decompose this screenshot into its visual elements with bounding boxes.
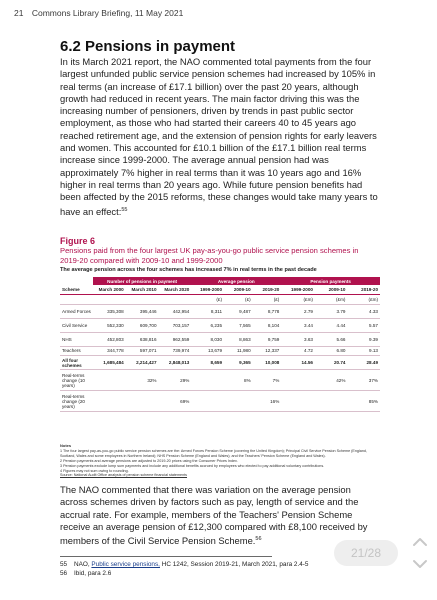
table-cell (191, 370, 224, 391)
table-cell: 8,778 (253, 304, 282, 318)
table-cell (315, 391, 347, 412)
table-cell: 4.44 (315, 318, 347, 332)
footnote-number: 55 (60, 561, 68, 568)
table-cell: 32% (126, 370, 159, 391)
table-cell (126, 391, 159, 412)
figure-notes (60, 444, 370, 478)
table-cell: 9,759 (253, 332, 282, 346)
col-header: 1999-2000 (191, 285, 224, 294)
table-cell: 8% (224, 370, 253, 391)
table-cell: 4.33 (347, 304, 380, 318)
table-cell: 962,559 (159, 332, 192, 346)
group-pension-payments: Pension payments (281, 277, 380, 285)
table-cell: 42% (315, 370, 347, 391)
table-cell: 9,487 (224, 304, 253, 318)
table-cell: 9.13 (347, 346, 380, 356)
table-cell: All four schemes (60, 356, 93, 370)
table-cell: 6.80 (315, 346, 347, 356)
table-cell: Civil Service (60, 318, 93, 332)
note-item: 2 Pension payments and average pensions are adjusted to 2019-20 prices using the Consumer Prices Index. (60, 458, 238, 463)
table-cell: 2,214,427 (126, 356, 159, 370)
table-cell: 9,365 (224, 356, 253, 370)
table-cell: 16% (253, 391, 282, 412)
chevron-down-icon[interactable] (411, 555, 429, 573)
footnote-suffix: HC 1242, Session 2019-21, March 2021, para 2.4-5 (159, 561, 309, 568)
table-cell: 597,071 (126, 346, 159, 356)
table-cell: Real-terms change (10 years) (60, 370, 93, 391)
table-cell: 5.57 (347, 318, 380, 332)
paragraph-text: The NAO commented that there was variation on the average pension across schemes driven by factors such as pay, length of service and the accrual rate. For example, members of the Teachers' Pension Scheme receive an average pension of £12,300 compared with £8,100 received by members of the Civil Service Pension Scheme. (60, 484, 368, 547)
table-cell: 344,778 (93, 346, 126, 356)
figure-title: Pensions paid from the four largest UK pay-as-you-go public service pension schemes in 2019-20 compared with 2009-10 and 1999-2000 (60, 246, 359, 265)
running-header (14, 8, 183, 18)
table-cell: 85% (347, 391, 380, 412)
footnote-prefix: NAO, (74, 561, 92, 568)
table-row (60, 318, 380, 332)
table-cell: 8,863 (224, 332, 253, 346)
table-cell (191, 391, 224, 412)
page-indicator: 21/28 (334, 540, 398, 566)
table-cell (281, 370, 315, 391)
table-cell: 28.49 (347, 356, 380, 370)
col-header: March 2010 (126, 285, 159, 294)
table-cell: 8,659 (191, 356, 224, 370)
table-group-header (60, 277, 380, 285)
table-cell: 442,954 (159, 304, 192, 318)
table-cell: 5.66 (315, 332, 347, 346)
table-cell: Teachers (60, 346, 93, 356)
col-header: 2009-10 (224, 285, 253, 294)
table-cell: 8,030 (191, 332, 224, 346)
table-cell: 14.56 (281, 356, 315, 370)
pensions-table (60, 277, 380, 412)
table-cell: 1,685,484 (93, 356, 126, 370)
footnote-56 (60, 570, 111, 577)
table-cell: 739,974 (159, 346, 192, 356)
notes-heading: Notes (60, 443, 72, 448)
col-header: 1999-2000 (281, 285, 315, 294)
note-item: 1 The four largest pay-as-you-go public service pension schemes are the: Armed Forces Pension Scheme (covering the United Kingdom); Principal Civil Service Pension Scheme (England, Scotland, Wales and some employees in Northern Ireland); NHS Pension Scheme (England and Wales); and the Teachers' Pension Scheme (England and Wales). (60, 448, 367, 458)
table-cell: 7,565 (224, 318, 253, 332)
table-row (60, 304, 380, 318)
table-cell (224, 391, 253, 412)
table-units-row (60, 294, 380, 304)
footnote-ref-56[interactable]: 56 (255, 536, 262, 543)
table-cell: 703,157 (159, 318, 192, 332)
table-row (60, 332, 380, 346)
table-cell: 11,980 (224, 346, 253, 356)
unit-label: (£m) (347, 294, 380, 304)
section-title: 6.2 Pensions in payment (60, 38, 236, 55)
body-paragraph-1 (60, 56, 378, 218)
group-number-of-pensions: Number of pensions in payment (93, 277, 191, 285)
table-cell: 7% (253, 370, 282, 391)
table-row-total (60, 356, 380, 370)
unit-label: (£) (191, 294, 224, 304)
note-item: 3 Pension payments exclude lump sum payments and include any additional benefits accrued by employees who elected to pay additional voluntary contributions. (60, 463, 325, 468)
table-cell: 8,104 (253, 318, 282, 332)
table-cell: 29% (159, 370, 192, 391)
table-cell: 20.74 (315, 356, 347, 370)
footnote-55 (60, 561, 308, 568)
header-page-number: 21 (14, 8, 24, 18)
unit-label: (£) (253, 294, 282, 304)
table-cell: 395,446 (126, 304, 159, 318)
footnote-link-public-service-pensions[interactable]: Public service pensions, (91, 561, 160, 568)
footnote-number: 56 (60, 570, 68, 577)
body-paragraph-2 (60, 484, 378, 548)
table-cell: 37% (347, 370, 380, 391)
table-cell: 2,848,013 (159, 356, 192, 370)
figure-source: Source: National Audit Office analysis of pension scheme financial statements (60, 473, 188, 478)
footnote-ref-55[interactable]: 55 (121, 206, 128, 213)
table-cell: 609,700 (126, 318, 159, 332)
note-item: 4 Figures may not sum owing to rounding. (60, 468, 129, 473)
table-cell: 4.72 (281, 346, 315, 356)
col-header: 2019-20 (253, 285, 282, 294)
table-cell: 8,311 (191, 304, 224, 318)
footnote-divider (60, 556, 272, 557)
table-cell: 335,308 (93, 304, 126, 318)
header-title: Commons Library Briefing, 11 May 2021 (31, 8, 184, 18)
table-cell: 3.79 (315, 304, 347, 318)
col-header: 2009-10 (315, 285, 347, 294)
table-cell (93, 391, 126, 412)
table-row (60, 391, 380, 412)
col-header: Scheme (60, 285, 93, 294)
table-cell: 12,337 (253, 346, 282, 356)
table-cell: 13,679 (191, 346, 224, 356)
table-row (60, 370, 380, 391)
unit-label: (£) (224, 294, 253, 304)
table-column-headers (60, 285, 380, 294)
table-cell: 552,330 (93, 318, 126, 332)
footnote-text: Ibid, para 2.6 (74, 570, 112, 577)
group-average-pension: Average pension (191, 277, 281, 285)
table-cell: 638,816 (126, 332, 159, 346)
table-cell: 3.63 (281, 332, 315, 346)
table-cell: Armed Forces (60, 304, 93, 318)
table-cell: 2.79 (281, 304, 315, 318)
table-cell: 10,008 (253, 356, 282, 370)
table-cell: 452,803 (93, 332, 126, 346)
table-cell (93, 370, 126, 391)
unit-label: (£m) (281, 294, 315, 304)
table-cell: NHS (60, 332, 93, 346)
table-cell: 6,235 (191, 318, 224, 332)
paragraph-text: In its March 2021 report, the NAO commented total payments from the four largest unfunded public service pension schemes had increased by 105% in real terms (an increase of £17.1 billion) over the past 20 years, although growth had reduced in recent years. The main factor driving this was the increasing number of pensioners, driven by trends in past public sector employment, as those who had started their careers 40 to 45 years ago reached retirement age, and the extension of pension rights for early leavers and women. This accounted for £10.1 billion of the £17.1 billion real terms increase since 1999-2000. The average annual pension had was approximately 7% higher in real terms than it was 10 years ago and 16% higher in real terms than 20 years ago. While future pension benefits had been affected by the 2015 reforms, these changes would take many years to have an effect: (60, 56, 378, 217)
table-cell: 3.44 (281, 318, 315, 332)
chevron-up-icon[interactable] (411, 533, 429, 551)
table-row (60, 346, 380, 356)
table-cell: 9.39 (347, 332, 380, 346)
table-cell (281, 391, 315, 412)
col-header: 2019-20 (347, 285, 380, 294)
table-cell: Real-terms change (20 years) (60, 391, 93, 412)
col-header: March 2020 (159, 285, 192, 294)
figure-label: Figure 6 (60, 236, 96, 246)
col-header: March 2000 (93, 285, 126, 294)
table-cell: 69% (159, 391, 192, 412)
figure-subtitle: The average pension across the four schemes has increased 7% in real terms in the past decade (60, 267, 317, 273)
unit-label: (£m) (315, 294, 347, 304)
